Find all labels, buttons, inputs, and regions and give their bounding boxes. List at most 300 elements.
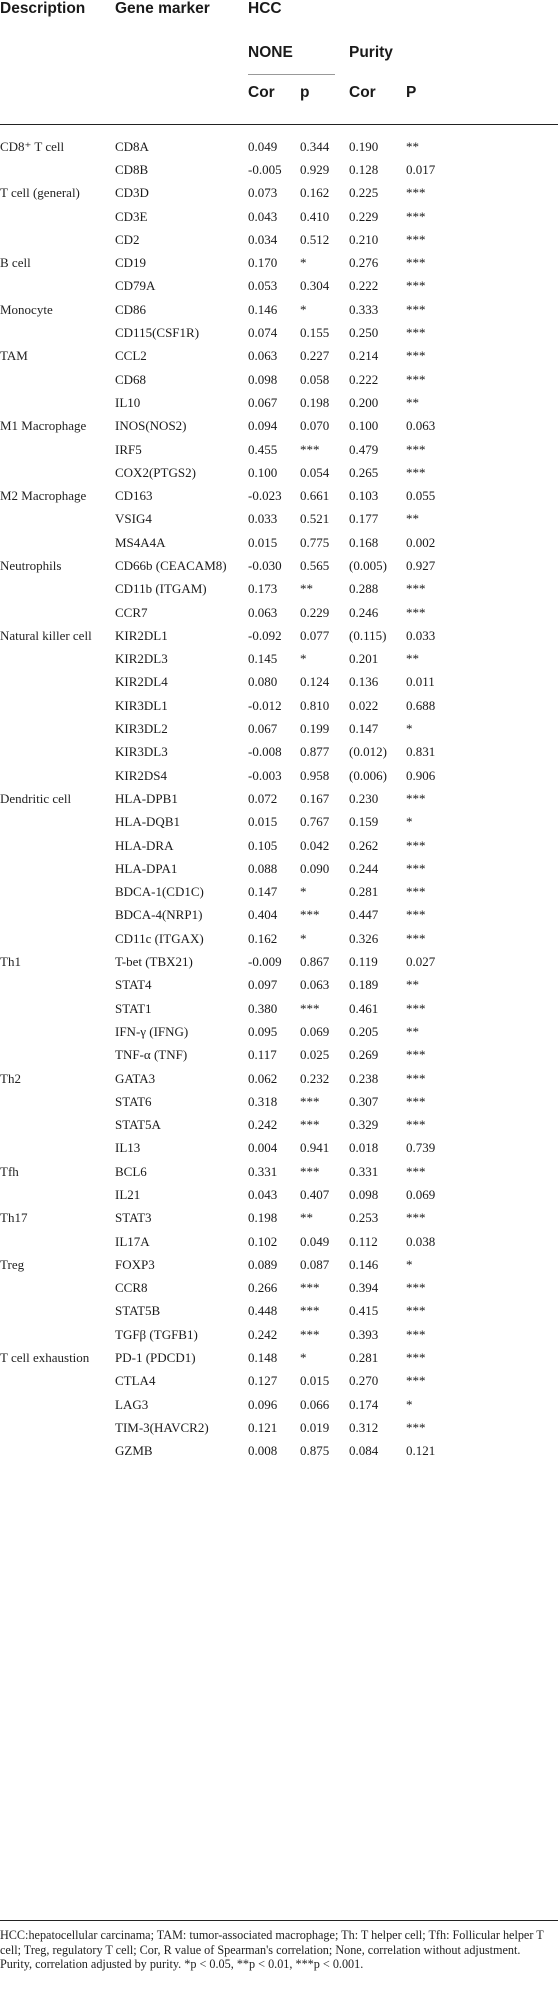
cell-description: [0, 834, 115, 857]
cell-cor-none: -0.030: [248, 557, 282, 573]
cell-p-none: 0.087: [300, 1256, 330, 1272]
cell-cor-none: 0.331: [248, 1163, 278, 1179]
cell-gene-marker: TGFβ (TGFB1): [115, 1326, 198, 1342]
table-row: [0, 1113, 558, 1136]
cell-p-purity: 0.063: [406, 418, 436, 434]
cell-gene-marker: TNF-α (TNF): [115, 1047, 188, 1063]
cell-description: [0, 1044, 115, 1067]
cell-cor-purity: 0.244: [349, 860, 379, 876]
cell-gene-marker: CD8B: [115, 161, 149, 177]
cell-gene-marker: LAG3: [115, 1396, 149, 1412]
cell-gene-marker: VSIG4: [115, 511, 152, 527]
cell-p-none: 0.877: [300, 744, 330, 760]
cell-description: [0, 1416, 115, 1439]
cell-p-none: *: [300, 651, 307, 667]
cell-p-none: 0.070: [300, 418, 330, 434]
cell-p-purity: ***: [406, 790, 426, 806]
table-row: [0, 881, 558, 904]
cell-cor-none: 0.146: [248, 301, 278, 317]
cell-cor-purity: (0.005): [349, 557, 387, 573]
cell-gene-marker: CCR8: [115, 1280, 148, 1296]
cell-gene-marker: IFN-γ (IFNG): [115, 1023, 189, 1039]
cell-p-purity: **: [406, 977, 419, 993]
cell-p-none: ***: [300, 1000, 320, 1016]
table-row: [0, 1277, 558, 1300]
table-row: [0, 345, 558, 368]
cell-cor-none: 0.063: [248, 348, 278, 364]
cell-p-none: 0.227: [300, 348, 330, 364]
cell-description: Th2: [0, 1070, 21, 1086]
table-row: [0, 415, 558, 438]
table-row: [0, 787, 558, 810]
cell-description: [0, 1090, 115, 1113]
cell-p-purity: ***: [406, 884, 426, 900]
cell-gene-marker: BDCA-1(CD1C): [115, 884, 204, 900]
header-p-purity: P: [406, 84, 417, 101]
cell-gene-marker: KIR2DL4: [115, 674, 168, 690]
cell-description: Monocyte: [0, 301, 53, 317]
cell-cor-none: -0.003: [248, 767, 282, 783]
cell-cor-purity: 0.128: [349, 161, 379, 177]
table-row: [0, 298, 558, 321]
table-row: [0, 694, 558, 717]
cell-cor-purity: 0.333: [349, 301, 379, 317]
cell-gene-marker: CTLA4: [115, 1373, 156, 1389]
cell-p-none: 0.810: [300, 697, 330, 713]
table-row: [0, 554, 558, 577]
cell-gene-marker: CD3E: [115, 208, 148, 224]
cell-p-purity: ***: [406, 1303, 426, 1319]
cell-cor-none: 0.053: [248, 278, 278, 294]
table-row: [0, 1020, 558, 1043]
cell-description: [0, 531, 115, 554]
table-row: [0, 578, 558, 601]
cell-description: M1 Macrophage: [0, 418, 87, 434]
cell-gene-marker: KIR2DL3: [115, 651, 168, 667]
cell-p-purity: **: [406, 138, 419, 154]
cell-description: [0, 648, 115, 671]
table-row: [0, 391, 558, 414]
cell-description: [0, 1370, 115, 1393]
table-row: [0, 438, 558, 461]
cell-p-purity: ***: [406, 1070, 426, 1086]
cell-description: [0, 601, 115, 624]
cell-cor-none: 0.095: [248, 1023, 278, 1039]
cell-description: [0, 974, 115, 997]
cell-p-none: 0.015: [300, 1373, 330, 1389]
table-row: [0, 1346, 558, 1369]
cell-description: [0, 1323, 115, 1346]
cell-p-purity: ***: [406, 1280, 426, 1296]
cell-p-purity: ***: [406, 1210, 426, 1226]
cell-description: [0, 717, 115, 740]
cell-p-purity: **: [406, 394, 419, 410]
cell-p-purity: 0.033: [406, 627, 436, 643]
cell-p-purity: 0.121: [406, 1443, 436, 1459]
cell-cor-none: 0.073: [248, 185, 278, 201]
cell-cor-none: 0.008: [248, 1443, 278, 1459]
header-p-none: p: [300, 84, 310, 101]
cell-cor-none: 0.097: [248, 977, 278, 993]
cell-gene-marker: STAT5A: [115, 1117, 161, 1133]
table-row: [0, 950, 558, 973]
table-row: [0, 158, 558, 181]
cell-cor-purity: 0.146: [349, 1256, 379, 1272]
cell-gene-marker: GZMB: [115, 1443, 153, 1459]
cell-cor-none: 0.170: [248, 255, 278, 271]
cell-cor-purity: 0.225: [349, 185, 379, 201]
cell-p-none: 0.124: [300, 674, 330, 690]
cell-p-none: 0.941: [300, 1140, 330, 1156]
cell-description: T cell (general): [0, 185, 80, 201]
cell-description: B cell: [0, 255, 31, 271]
cell-cor-none: 0.096: [248, 1396, 278, 1412]
cell-p-none: ***: [300, 1303, 320, 1319]
cell-cor-purity: 0.214: [349, 348, 379, 364]
cell-gene-marker: KIR2DL1: [115, 627, 168, 643]
cell-cor-purity: 0.415: [349, 1303, 379, 1319]
cell-cor-purity: 0.281: [349, 884, 379, 900]
cell-gene-marker: CD3D: [115, 185, 149, 201]
table-row: [0, 624, 558, 647]
cell-p-purity: *: [406, 1256, 413, 1272]
cell-p-purity: 0.688: [406, 697, 436, 713]
cell-cor-purity: 0.253: [349, 1210, 379, 1226]
table-row: [0, 1323, 558, 1346]
cell-p-purity: ***: [406, 371, 426, 387]
cell-p-none: *: [300, 930, 307, 946]
table-row: [0, 717, 558, 740]
cell-gene-marker: CD68: [115, 371, 147, 387]
cell-cor-none: 0.198: [248, 1210, 278, 1226]
cell-cor-none: 0.117: [248, 1047, 277, 1063]
table-row: [0, 1440, 558, 1463]
cell-p-purity: ***: [406, 464, 426, 480]
cell-p-none: 0.304: [300, 278, 330, 294]
cell-p-none: 0.232: [300, 1070, 330, 1086]
table-row: [0, 182, 558, 205]
cell-cor-none: 0.173: [248, 581, 278, 597]
cell-p-purity: 0.017: [406, 161, 436, 177]
cell-p-purity: 0.831: [406, 744, 436, 760]
table-header: [0, 0, 558, 125]
cell-p-none: ***: [300, 441, 320, 457]
table-row: [0, 834, 558, 857]
table-row: [0, 648, 558, 671]
cell-gene-marker: HLA-DQB1: [115, 814, 180, 830]
table-row: [0, 1044, 558, 1067]
cell-cor-none: 0.043: [248, 1187, 278, 1202]
cell-p-none: 0.042: [300, 837, 330, 853]
cell-description: [0, 1393, 115, 1416]
cell-cor-purity: 0.200: [349, 394, 379, 410]
cell-p-purity: ***: [406, 325, 426, 341]
table-row: [0, 1230, 558, 1253]
table-row: [0, 601, 558, 624]
cell-gene-marker: CD86: [115, 301, 147, 317]
cell-cor-none: 0.380: [248, 1000, 278, 1016]
cell-cor-purity: (0.012): [349, 744, 387, 760]
cell-p-none: 0.049: [300, 1233, 330, 1249]
table-row: [0, 205, 558, 228]
table-row: [0, 1067, 558, 1090]
table-row: [0, 321, 558, 344]
cell-p-purity: ***: [406, 231, 426, 247]
cell-gene-marker: PD-1 (PDCD1): [115, 1350, 196, 1366]
cell-cor-purity: (0.006): [349, 767, 387, 783]
cell-description: [0, 321, 115, 344]
cell-p-purity: 0.927: [406, 557, 436, 573]
cell-cor-none: 0.034: [248, 231, 278, 247]
cell-cor-purity: 0.246: [349, 604, 379, 620]
cell-cor-none: 0.102: [248, 1233, 278, 1249]
cell-cor-purity: 0.210: [349, 231, 379, 247]
cell-description: [0, 158, 115, 181]
cell-gene-marker: CD79A: [115, 278, 156, 294]
table-row: [0, 1137, 558, 1160]
cell-cor-none: 0.080: [248, 674, 278, 690]
cell-p-purity: 0.055: [406, 488, 436, 504]
header-description: Description: [0, 0, 86, 17]
table-row: [0, 904, 558, 927]
cell-description: [0, 694, 115, 717]
cell-cor-none: 0.062: [248, 1070, 278, 1086]
cell-cor-purity: (0.115): [349, 627, 387, 643]
cell-cor-none: 0.455: [248, 441, 278, 457]
cell-cor-none: 0.043: [248, 208, 278, 224]
cell-cor-none: 0.088: [248, 860, 278, 876]
cell-gene-marker: GATA3: [115, 1070, 156, 1086]
cell-p-none: **: [300, 581, 313, 597]
cell-gene-marker: CCL2: [115, 348, 147, 364]
cell-cor-purity: 0.265: [349, 464, 379, 480]
cell-description: [0, 508, 115, 531]
cell-p-purity: ***: [406, 255, 426, 271]
cell-p-none: 0.058: [300, 371, 330, 387]
cell-cor-purity: 0.190: [349, 138, 379, 154]
cell-cor-none: 0.145: [248, 651, 278, 667]
cell-cor-none: 0.067: [248, 394, 278, 410]
cell-gene-marker: KIR3DL3: [115, 744, 168, 760]
cell-p-purity: *: [406, 721, 413, 737]
cell-p-none: 0.344: [300, 138, 330, 154]
cell-p-none: 0.512: [300, 231, 330, 247]
cell-p-none: 0.198: [300, 394, 330, 410]
cell-p-none: 0.162: [300, 185, 330, 201]
cell-gene-marker: CD2: [115, 231, 140, 247]
table-row: [0, 997, 558, 1020]
cell-description: [0, 1137, 115, 1160]
cell-gene-marker: KIR2DS4: [115, 767, 168, 783]
cell-cor-none: 0.147: [248, 884, 278, 900]
cell-description: Dendritic cell: [0, 790, 72, 806]
cell-p-none: 0.066: [300, 1396, 330, 1412]
cell-p-none: ***: [300, 1093, 320, 1109]
cell-p-purity: **: [406, 511, 419, 527]
cell-p-purity: ***: [406, 348, 426, 364]
cell-cor-purity: 0.098: [349, 1187, 379, 1202]
cell-p-none: *: [300, 255, 307, 271]
cell-description: Th1: [0, 954, 21, 970]
cell-description: [0, 811, 115, 834]
table-row: [0, 671, 558, 694]
cell-gene-marker: HLA-DPB1: [115, 790, 178, 806]
cell-p-none: ***: [300, 907, 320, 923]
cell-p-none: *: [300, 884, 307, 900]
cell-cor-none: 0.049: [248, 138, 278, 154]
cell-p-none: ***: [300, 1163, 320, 1179]
cell-cor-none: 0.100: [248, 464, 278, 480]
cell-cor-purity: 0.270: [349, 1373, 379, 1389]
cell-p-none: **: [300, 1210, 313, 1226]
cell-cor-none: -0.005: [248, 161, 282, 177]
cell-p-none: 0.875: [300, 1443, 330, 1459]
cell-p-purity: 0.906: [406, 767, 436, 783]
cell-cor-none: 0.094: [248, 418, 278, 434]
cell-cor-purity: 0.159: [349, 814, 379, 830]
cell-cor-none: 0.105: [248, 837, 278, 853]
cell-p-purity: ***: [406, 1350, 426, 1366]
cell-cor-purity: 0.326: [349, 930, 379, 946]
cell-description: [0, 438, 115, 461]
cell-p-purity: ***: [406, 1047, 426, 1063]
cell-cor-purity: 0.461: [349, 1000, 379, 1016]
cell-cor-none: 0.033: [248, 511, 278, 527]
cell-p-purity: **: [406, 651, 419, 667]
cell-description: Th17: [0, 1210, 28, 1226]
cell-p-none: 0.054: [300, 464, 330, 480]
cell-gene-marker: HLA-DRA: [115, 837, 174, 853]
cell-gene-marker: STAT4: [115, 977, 152, 993]
table-row: [0, 461, 558, 484]
cell-cor-purity: 0.312: [349, 1419, 379, 1435]
table-row: [0, 1207, 558, 1230]
cell-cor-purity: 0.307: [349, 1093, 379, 1109]
cell-description: [0, 368, 115, 391]
cell-description: [0, 228, 115, 251]
cell-p-purity: ***: [406, 837, 426, 853]
cell-cor-purity: 0.119: [349, 954, 378, 970]
cell-cor-purity: 0.136: [349, 674, 379, 690]
cell-p-purity: 0.027: [406, 954, 436, 970]
cell-cor-purity: 0.205: [349, 1023, 379, 1039]
cell-description: [0, 1300, 115, 1323]
cell-gene-marker: CD11b (ITGAM): [115, 581, 207, 597]
cell-p-purity: 0.002: [406, 534, 436, 550]
cell-cor-none: 0.074: [248, 325, 278, 341]
cell-cor-purity: 0.174: [349, 1396, 379, 1412]
cell-cor-none: 0.318: [248, 1093, 278, 1109]
cell-gene-marker: BCL6: [115, 1163, 147, 1179]
cell-p-none: 0.775: [300, 534, 330, 550]
cell-cor-none: 0.266: [248, 1280, 278, 1296]
table-row: [0, 1183, 558, 1206]
cell-cor-purity: 0.230: [349, 790, 379, 806]
cell-cor-purity: 0.177: [349, 511, 379, 527]
cell-description: CD8⁺ T cell: [0, 138, 65, 154]
cell-description: Natural killer cell: [0, 627, 92, 643]
cell-p-purity: ***: [406, 301, 426, 317]
cell-p-purity: ***: [406, 1093, 426, 1109]
table-row: [0, 1160, 558, 1183]
cell-cor-purity: 0.479: [349, 441, 379, 457]
cell-cor-none: 0.121: [248, 1419, 278, 1435]
cell-p-purity: ***: [406, 604, 426, 620]
cell-p-purity: ***: [406, 1000, 426, 1016]
cell-p-none: 0.565: [300, 557, 330, 573]
cell-gene-marker: T-bet (TBX21): [115, 954, 193, 970]
table-row: [0, 368, 558, 391]
cell-p-none: 0.063: [300, 977, 330, 993]
cell-description: [0, 205, 115, 228]
cell-cor-purity: 0.168: [349, 534, 379, 550]
cell-p-purity: 0.739: [406, 1140, 436, 1156]
table-footnote: HCC:hepatocellular carcinama; TAM: tumor-associated macrophage; Th: T helper cell; Tfh: Follicular helper T cell; Treg, regulatory T cell; Cor, R value of Spearman's correlation; None, correlation without adjustment. Purity, correlation adjusted by purity. *p < 0.05, **p < 0.01, ***p < 0.001.: [0, 1928, 544, 1971]
cell-p-purity: ***: [406, 185, 426, 201]
cell-cor-none: 0.162: [248, 930, 278, 946]
cell-gene-marker: STAT5B: [115, 1303, 161, 1319]
cell-p-none: 0.867: [300, 954, 330, 970]
cell-gene-marker: CCR7: [115, 604, 148, 620]
cell-cor-none: 0.072: [248, 790, 278, 806]
footnote-divider: [0, 1920, 558, 1921]
cell-cor-none: -0.023: [248, 488, 282, 504]
cell-p-none: ***: [300, 1326, 320, 1342]
cell-description: [0, 461, 115, 484]
cell-description: [0, 275, 115, 298]
cell-p-none: 0.155: [300, 325, 330, 341]
cell-cor-purity: 0.329: [349, 1117, 379, 1133]
cell-description: [0, 904, 115, 927]
cell-cor-none: 0.067: [248, 721, 278, 737]
cell-p-purity: ***: [406, 278, 426, 294]
cell-cor-purity: 0.222: [349, 371, 379, 387]
cell-cor-purity: 0.222: [349, 278, 379, 294]
cell-p-none: 0.069: [300, 1023, 330, 1039]
cell-gene-marker: CD163: [115, 488, 153, 504]
table-row: [0, 927, 558, 950]
cell-cor-none: 0.242: [248, 1326, 278, 1342]
table-row: [0, 857, 558, 880]
cell-p-none: 0.019: [300, 1419, 330, 1435]
cell-description: [0, 857, 115, 880]
cell-cor-purity: 0.018: [349, 1140, 379, 1156]
cell-p-none: ***: [300, 1117, 320, 1133]
cell-gene-marker: STAT3: [115, 1210, 152, 1226]
cell-description: T cell exhaustion: [0, 1350, 90, 1366]
cell-p-purity: ***: [406, 860, 426, 876]
cell-p-none: 0.958: [300, 767, 330, 783]
cell-cor-purity: 0.103: [349, 488, 379, 504]
cell-description: [0, 764, 115, 787]
cell-p-none: *: [300, 301, 307, 317]
cell-cor-purity: 0.393: [349, 1326, 379, 1342]
cell-description: [0, 1277, 115, 1300]
cell-cor-purity: 0.276: [349, 255, 379, 271]
cell-p-none: 0.410: [300, 208, 330, 224]
cell-description: [0, 927, 115, 950]
cell-p-none: *: [300, 1350, 307, 1366]
cell-cor-purity: 0.189: [349, 977, 379, 993]
cell-gene-marker: CD19: [115, 255, 147, 271]
cell-cor-purity: 0.084: [349, 1443, 379, 1459]
cell-gene-marker: FOXP3: [115, 1256, 155, 1272]
cell-cor-purity: 0.288: [349, 581, 379, 597]
cell-gene-marker: IL21: [115, 1187, 141, 1202]
cell-gene-marker: INOS(NOS2): [115, 418, 187, 434]
cell-cor-purity: 0.281: [349, 1350, 379, 1366]
cell-gene-marker: KIR3DL2: [115, 721, 168, 737]
